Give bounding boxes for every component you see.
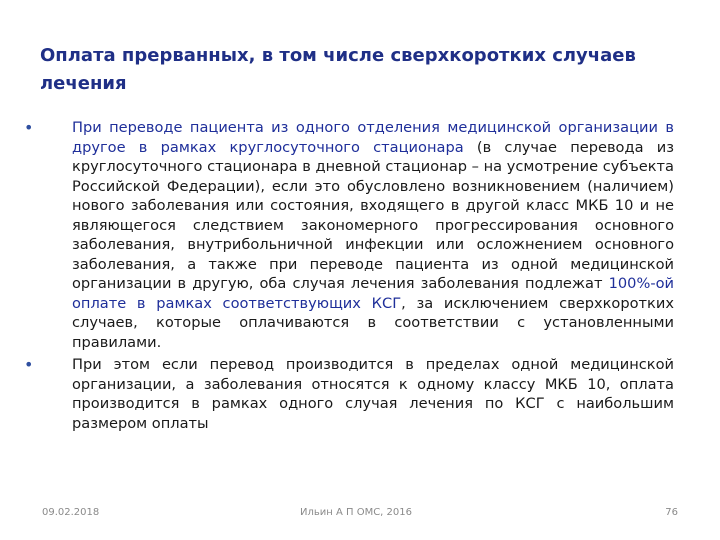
bullet-item-1 bbox=[24, 118, 674, 352]
bullet-list bbox=[24, 118, 674, 436]
bullet-marker: • bbox=[24, 355, 34, 374]
bullet-text-highlight: При переводе пациента из одного отделения медицинской организации в другое в рамках круглосуточного стационара bbox=[72, 119, 674, 156]
bullet-text-highlight: 100%-ой оплате в рамках соответствующих КСГ bbox=[72, 275, 674, 312]
bullet-text: При этом если перевод производится в пределах одной медицинской организации, а заболевания относятся к одному классу МКБ 10, оплата производится в рамках одного случая лечения по КСГ с наибольшим размером оплаты bbox=[72, 356, 674, 432]
bullet-item-2 bbox=[24, 355, 674, 433]
bullet-text: (в случае перевода из круглосуточного стационара в дневной стационар – на усмотрение субъекта Российской Федерации), если это обусловлено возникновением (наличием) нового заболевания или состояния, входящего в другой класс МКБ 10 и не являющегося следствием закономерного прогрессирования основного заболевания, внутрибольничной инфекции или осложнением основного заболевания, а также при переводе пациента из одной медицинской организации в другую, оба случая лечения заболевания подлежат bbox=[72, 138, 674, 292]
bullet-text: , за исключением сверхкоротких случаев, которые оплачиваются в соответствии с установленными правилами. bbox=[72, 294, 674, 351]
footer-date: 09.02.2018 bbox=[42, 507, 100, 518]
footer-page-number: 76 bbox=[665, 507, 678, 518]
footer-author: Ильин А П ОМС, 2016 bbox=[300, 507, 412, 518]
slide-title: Оплата прерванных, в том числе сверхкоротких случаев лечения bbox=[40, 45, 636, 94]
bullet-marker: • bbox=[24, 118, 34, 137]
